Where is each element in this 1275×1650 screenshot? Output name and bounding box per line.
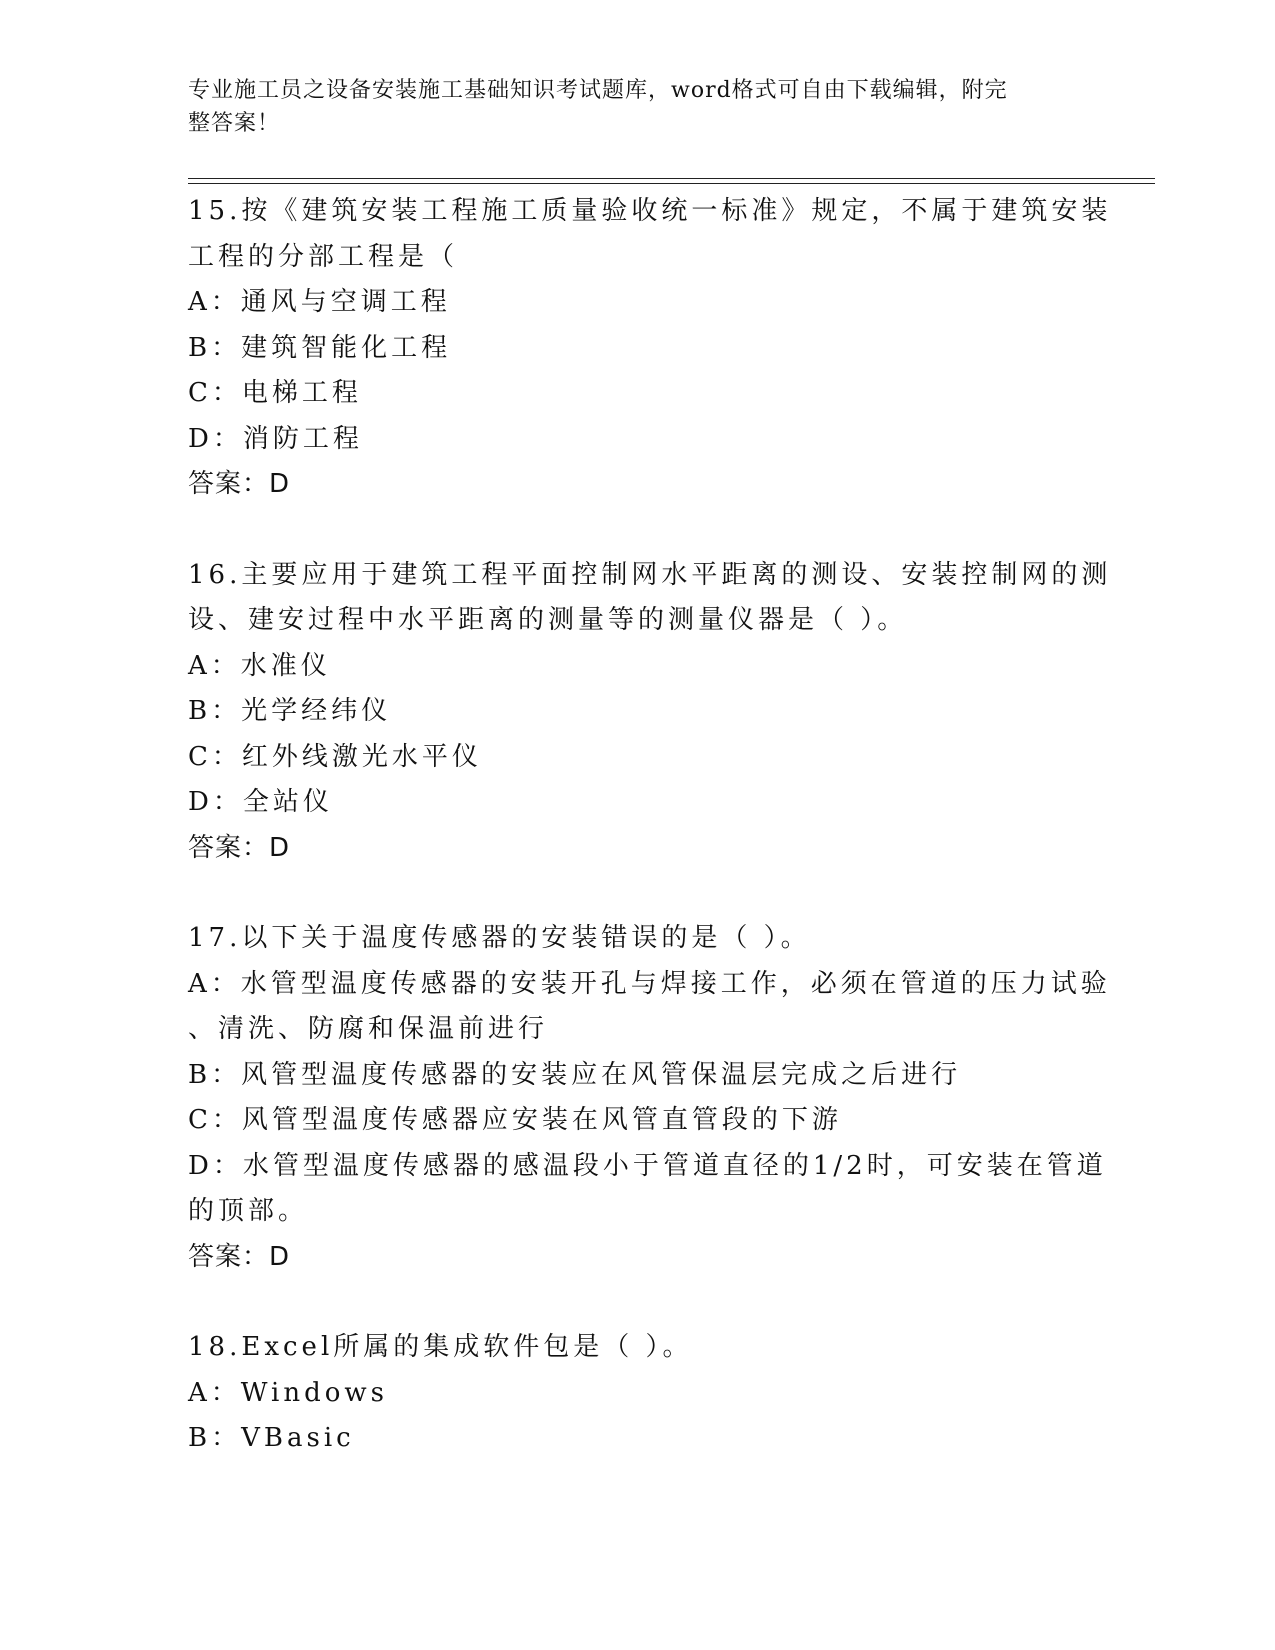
- option-d: D：全站仪: [188, 787, 333, 817]
- question-stem: 16.主要应用于建筑工程平面控制网水平距离的测设、安装控制网的测: [188, 559, 1112, 590]
- option-c: C：电梯工程: [188, 378, 362, 408]
- question-15: [188, 189, 1112, 508]
- question-18: [188, 1325, 1088, 1462]
- question-17: [188, 916, 1111, 1280]
- question-stem: 工程的分部工程是（: [188, 241, 459, 272]
- option-c: C：风管型温度传感器应安装在风管直管段的下游: [188, 1105, 842, 1135]
- spacer: [188, 1280, 1088, 1325]
- option-d: D：水管型温度传感器的感温段小于管道直径的1/2时，可安装在管道: [188, 1150, 1107, 1181]
- question-stem: 18.Excel所属的集成软件包是（ ）。: [188, 1332, 693, 1362]
- spacer: [188, 871, 1088, 916]
- question-stem: 15.按《建筑安装工程施工质量验收统一标准》规定，不属于建筑安装: [188, 196, 1112, 226]
- answer: 答案：D: [188, 1241, 291, 1272]
- document-header: [188, 74, 1068, 140]
- option-d: D：消防工程: [188, 423, 363, 454]
- question-stem: 17.以下关于温度传感器的安装错误的是（ ）。: [188, 923, 811, 953]
- header-line-2: 整答案！: [188, 111, 281, 136]
- option-a: A：水准仪: [188, 650, 331, 681]
- option-a: A：Windows: [188, 1377, 388, 1408]
- option-a-continued: 、清洗、防腐和保温前进行: [188, 1014, 549, 1044]
- option-d-continued: 的顶部。: [188, 1196, 309, 1226]
- option-a: A：水管型温度传感器的安装开孔与焊接工作，必须在管道的压力试验: [188, 968, 1111, 999]
- option-a: A：通风与空调工程: [188, 287, 451, 317]
- question-stem: 设、建安过程中水平距离的测量等的测量仪器是（ ）。: [188, 605, 908, 635]
- header-divider-bottom: [188, 183, 1155, 184]
- spacer: [188, 508, 1088, 553]
- answer: 答案：D: [188, 832, 291, 863]
- header-divider-top: [188, 178, 1155, 179]
- option-c: C：红外线激光水平仪: [188, 741, 482, 772]
- option-b: B：风管型温度传感器的安装应在风管保温层完成之后进行: [188, 1059, 962, 1090]
- option-b: B：建筑智能化工程: [188, 332, 452, 363]
- header-line-1: 专业施工员之设备安装施工基础知识考试题库，word格式可自由下载编辑，附完: [188, 78, 1008, 103]
- option-b: B：光学经纬仪: [188, 696, 392, 726]
- question-list: [188, 189, 1112, 1462]
- option-b: B：VBasic: [188, 1423, 355, 1453]
- question-16: [188, 553, 1112, 872]
- answer: 答案：D: [188, 469, 291, 499]
